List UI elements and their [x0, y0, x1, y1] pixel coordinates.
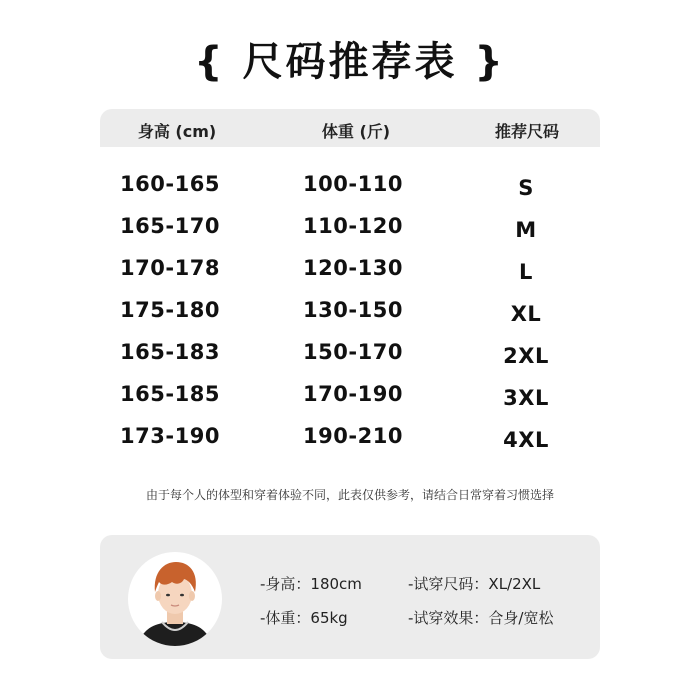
model-avatar: [128, 552, 222, 646]
table-row: [100, 420, 600, 462]
height-cell: 165-185: [120, 382, 220, 406]
size-cell: L: [519, 260, 533, 284]
model-try-size: -试穿尺码：XL/2XL: [408, 575, 541, 593]
model-portrait-icon: [128, 552, 222, 646]
size-cell: 2XL: [503, 344, 549, 368]
height-cell: 165-170: [120, 214, 220, 238]
weight-cell: 110-120: [303, 214, 403, 238]
weight-cell: 120-130: [303, 256, 403, 280]
height-cell: 170-178: [120, 256, 220, 280]
size-cell: XL: [510, 302, 542, 326]
weight-cell: 150-170: [303, 340, 403, 364]
weight-cell: 170-190: [303, 382, 403, 406]
disclaimer-note: 由于每个人的体型和穿着体验不同，此表仅供参考，请结合日常穿着习惯选择: [145, 488, 554, 502]
weight-cell: 190-210: [303, 424, 403, 448]
header-height: 身高 (cm): [137, 122, 217, 141]
page-title: { 尺码推荐表 }: [194, 39, 506, 85]
model-height: -身高：180cm: [260, 575, 362, 593]
weight-cell: 130-150: [303, 298, 403, 322]
height-cell: 175-180: [120, 298, 220, 322]
table-header: [100, 109, 600, 147]
header-weight: 体重 (斤): [321, 122, 391, 141]
table-row: [100, 378, 600, 420]
table-row: [100, 336, 600, 378]
size-table: [100, 168, 600, 462]
table-row: [100, 294, 600, 336]
height-cell: 160-165: [120, 172, 220, 196]
height-cell: 173-190: [120, 424, 220, 448]
size-cell: S: [518, 176, 534, 200]
height-cell: 165-183: [120, 340, 220, 364]
model-weight: -体重：65kg: [260, 609, 348, 627]
weight-cell: 100-110: [303, 172, 403, 196]
table-row: [100, 168, 600, 210]
model-info-card: [100, 535, 600, 659]
size-cell: 4XL: [503, 428, 549, 452]
size-cell: M: [515, 218, 537, 242]
table-row: [100, 210, 600, 252]
table-row: [100, 252, 600, 294]
header-size: 推荐尺码: [494, 122, 560, 141]
size-cell: 3XL: [503, 386, 549, 410]
model-try-effect: -试穿效果：合身/宽松: [408, 609, 554, 627]
